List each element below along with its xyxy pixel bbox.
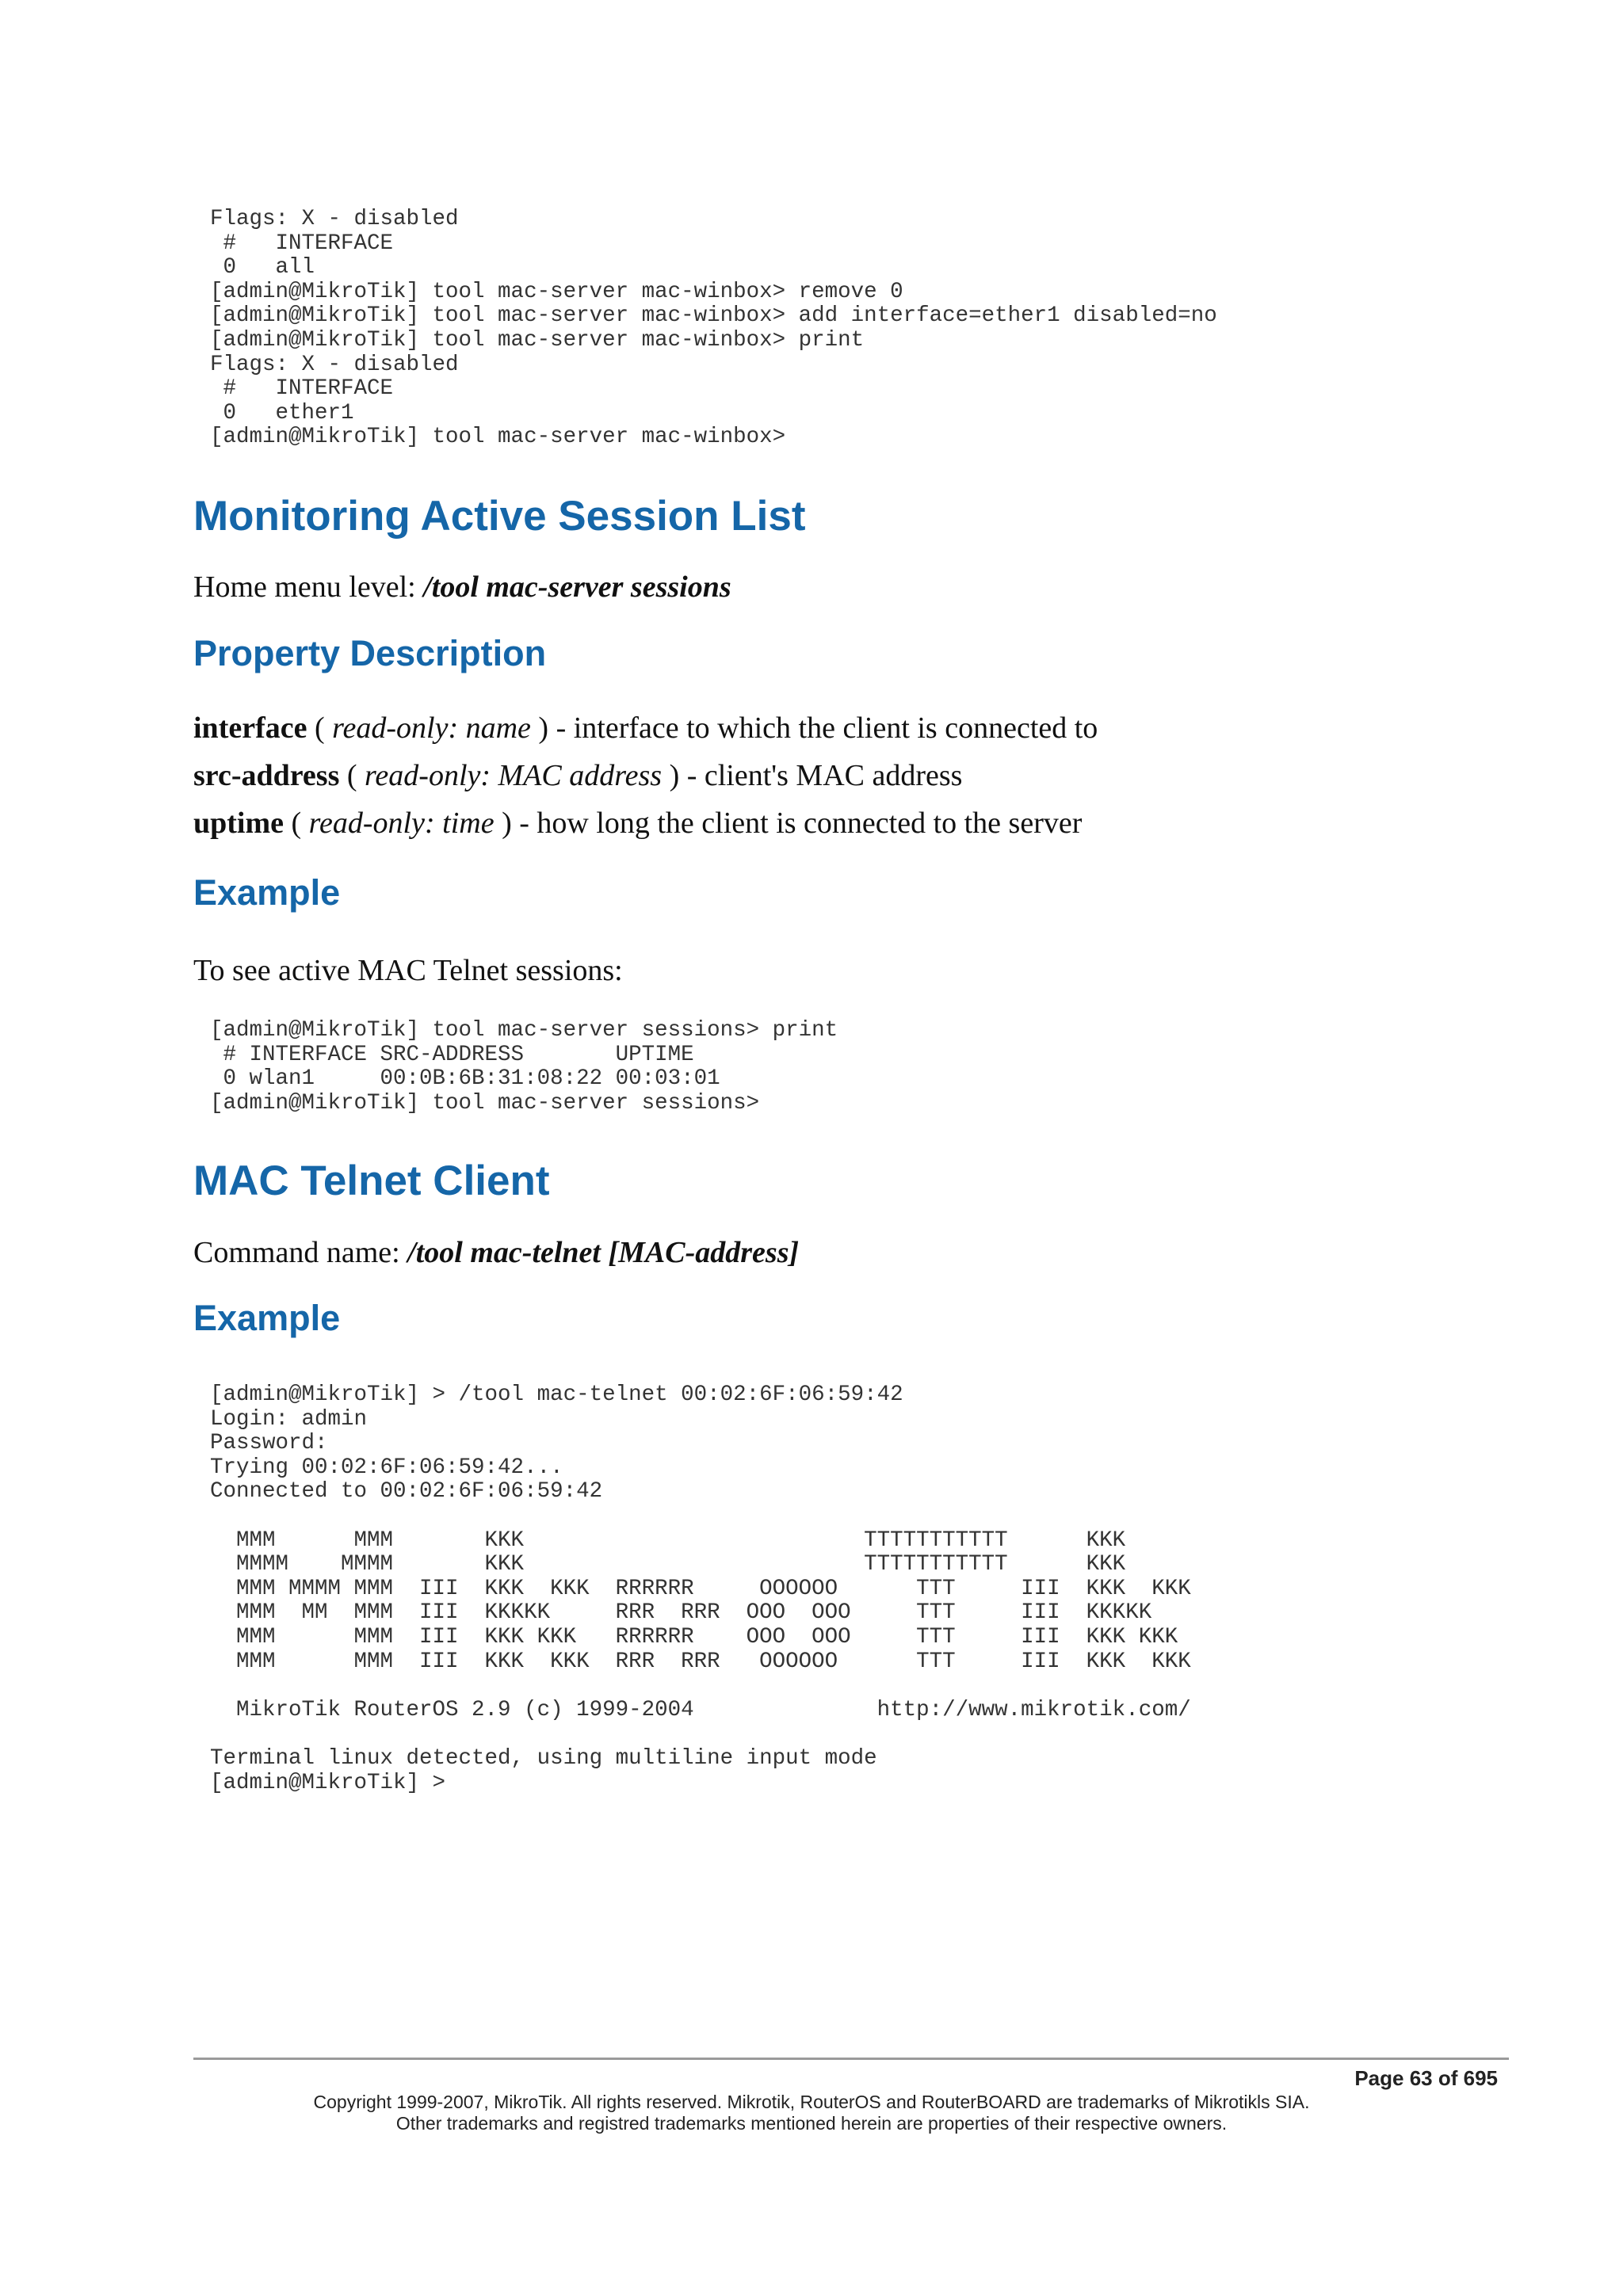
code-block-winbox: Flags: X - disabled # INTERFACE 0 all [admin@MikroTik] tool mac-server mac-winbox> remove 0 [admin@MikroTik] tool mac-server mac-winbox> add interface=ether1 disabled=no [admin@MikroTik] tool mac-server mac-winbox> print Flags: X - disabled # INTERFACE 0 ether1 [admin@MikroTik] tool mac-server mac-winbox> <box>210 207 1217 450</box>
property-type: read-only: time <box>308 807 495 840</box>
copyright-line-2: Other trademarks and registred trademarks mentioned herein are properties of their respective owners. <box>395 2113 1228 2134</box>
property-type: read-only: MAC address <box>365 759 663 792</box>
copyright-line-1: Copyright 1999-2007, MikroTik. All rights reserved. Mikrotik, RouterOS and RouterBOARD are trademarks of Mikrotikls SIA. <box>313 2092 1310 2112</box>
property-desc: ) - client's MAC address <box>662 759 963 792</box>
command-name-value: /tool mac-telnet [MAC-address] <box>407 1236 800 1269</box>
copyright-notice <box>193 2092 1430 2134</box>
command-name-line <box>193 1234 799 1271</box>
code-block-sessions: [admin@MikroTik] tool mac-server sessions> print # INTERFACE SRC-ADDRESS UPTIME 0 wlan1 00:0B:6B:31:08:22 00:03:01 [admin@MikroTik] tool mac-server sessions> <box>210 1018 838 1116</box>
property-desc: ) - interface to which the client is connected to <box>530 711 1098 745</box>
footer-divider <box>193 2058 1509 2060</box>
home-menu-level-label: Home menu level: <box>193 570 424 604</box>
command-name-label: Command name: <box>193 1236 408 1269</box>
property-uptime: uptime ( read-only: time ) - how long the client is connected to the server <box>193 807 1083 840</box>
property-name: interface <box>193 711 307 745</box>
heading-mac-telnet-client: MAC Telnet Client <box>193 1158 550 1204</box>
home-menu-level-value: /tool mac-server sessions <box>423 570 731 604</box>
code-block-telnet: [admin@MikroTik] > /tool mac-telnet 00:02:6F:06:59:42 Login: admin Password: Trying 00:02:6F:06:59:42... Connected to 00:02:6F:06:59:42 MMM MMM KKK TTTTTTTTTTT KKK MMMM MMMM KKK TTTTTTTTTTT KKK MMM MMMM MMM III KKK KKK RRRRRR OOOOOO TTT III KKK KKK MMM MM MMM III KKKKK RRR RRR OOO OOO TTT III KKKKK MMM MMM III KKK KKK RRRRRR OOO OOO TTT III KKK KKK MMM MMM III KKK KKK RRR RRR OOOOOO TTT III KKK KKK MikroTik RouterOS 2.9 (c) 1999-2004 http://www.mikrotik.com/ Terminal linux detected, using multiline input mode [admin@MikroTik] > <box>210 1383 1191 1795</box>
property-type: read-only: name <box>332 711 531 745</box>
property-name: src-address <box>193 759 340 792</box>
heading-example-sessions: Example <box>193 872 341 913</box>
example-sessions-intro: To see active MAC Telnet sessions: <box>193 954 623 987</box>
page-number: Page 63 of 695 <box>1354 2066 1498 2090</box>
heading-monitoring-active-session-list: Monitoring Active Session List <box>193 493 806 540</box>
heading-property-description: Property Description <box>193 633 547 673</box>
property-interface: interface ( read-only: name ) - interface to which the client is connected to <box>193 711 1098 745</box>
property-name: uptime <box>193 807 284 840</box>
home-menu-level-line <box>193 569 731 605</box>
heading-example-telnet: Example <box>193 1298 341 1338</box>
property-desc: ) - how long the client is connected to the server <box>494 807 1083 840</box>
property-src-address: src-address ( read-only: MAC address ) - client's MAC address <box>193 759 963 792</box>
